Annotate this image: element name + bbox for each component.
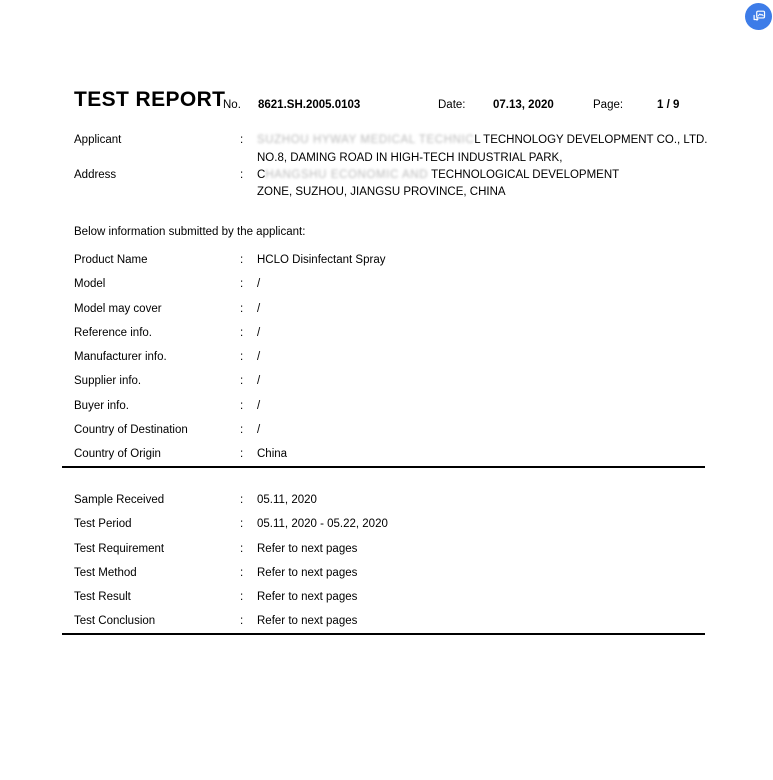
info-row xyxy=(0,254,773,278)
address-row xyxy=(74,169,734,181)
date-label: Date: xyxy=(438,99,466,111)
colon: : xyxy=(240,591,244,603)
info-row-label: Test Period xyxy=(74,518,132,531)
info-row-label: Buyer info. xyxy=(74,399,129,412)
applicant-visible-text: L TECHNOLOGY DEVELOPMENT CO., LTD. xyxy=(474,134,708,146)
info-row xyxy=(0,615,773,639)
info-row-label: Test Result xyxy=(74,591,131,603)
image-search-icon xyxy=(750,8,767,25)
report-date: 07.13, 2020 xyxy=(493,99,554,111)
horizontal-rule xyxy=(62,466,705,468)
colon: : xyxy=(240,351,244,363)
info-row xyxy=(0,424,773,448)
info-row-value: / xyxy=(257,278,261,291)
address-label: Address xyxy=(74,169,117,181)
info-row xyxy=(0,567,773,591)
address-line-1: NO.8, DAMING ROAD IN HIGH-TECH INDUSTRIAL PARK, xyxy=(257,152,563,164)
colon: : xyxy=(240,518,244,531)
info-row-value: Refer to next pages xyxy=(257,542,358,555)
info-row-label: Test Method xyxy=(74,566,137,579)
colon: : xyxy=(240,254,244,266)
info-row xyxy=(0,303,773,327)
colon: : xyxy=(240,448,244,460)
info-row-value: China xyxy=(257,448,288,460)
colon: : xyxy=(240,169,244,181)
info-row-label: Test Conclusion xyxy=(74,615,156,628)
colon: : xyxy=(240,494,244,506)
info-row xyxy=(0,518,773,542)
info-row-label: Reference info. xyxy=(74,326,152,339)
info-row-label: Supplier info. xyxy=(74,375,142,388)
info-row-value: HCLO Disinfectant Spray xyxy=(257,254,386,266)
image-search-button[interactable] xyxy=(745,3,772,30)
address-line-2 xyxy=(257,169,619,181)
applicant-row xyxy=(74,134,734,146)
info-row xyxy=(0,448,773,472)
info-row xyxy=(0,278,773,302)
intro-text: Below information submitted by the applicant: xyxy=(74,226,306,238)
page-label: Page: xyxy=(593,99,624,111)
colon: : xyxy=(240,278,244,291)
colon: : xyxy=(240,542,244,555)
page-number: 1 / 9 xyxy=(657,99,680,111)
info-row xyxy=(0,375,773,399)
info-row xyxy=(0,494,773,518)
info-row-label: Country of Origin xyxy=(74,448,161,460)
colon: : xyxy=(240,134,244,146)
test-info-list xyxy=(0,494,773,640)
address-line-3: ZONE, SUZHOU, JIANGSU PROVINCE, CHINA xyxy=(257,186,506,198)
redacted-text: HANGSHU ECONOMIC AND xyxy=(265,169,429,181)
colon: : xyxy=(240,399,244,412)
colon: : xyxy=(240,375,244,388)
product-info-list xyxy=(0,254,773,472)
applicant-value xyxy=(257,134,707,146)
info-row-label: Country of Destination xyxy=(74,423,188,436)
info-row xyxy=(0,591,773,615)
info-row-value: / xyxy=(257,423,261,436)
info-row-label: Manufacturer info. xyxy=(74,351,167,363)
info-row-value: / xyxy=(257,399,261,412)
report-number: 8621.SH.2005.0103 xyxy=(258,99,361,111)
info-row-value: Refer to next pages xyxy=(257,566,358,579)
info-row-label: Model xyxy=(74,278,106,291)
info-row-label: Test Requirement xyxy=(74,542,165,555)
info-row-value: / xyxy=(257,302,261,315)
colon: : xyxy=(240,326,244,339)
info-row-value: Refer to next pages xyxy=(257,591,358,603)
address-line2-suffix: TECHNOLOGICAL DEVELOPMENT xyxy=(428,169,620,181)
report-title: TEST REPORT xyxy=(74,88,226,111)
info-row-value: / xyxy=(257,326,261,339)
colon: : xyxy=(240,566,244,579)
no-label: No. xyxy=(223,99,241,111)
info-row-label: Model may cover xyxy=(74,302,162,315)
info-row xyxy=(0,351,773,375)
applicant-label: Applicant xyxy=(74,134,122,146)
colon: : xyxy=(240,302,244,315)
address-line2-prefix: C xyxy=(257,169,266,181)
info-row-value: 05.11, 2020 - 05.22, 2020 xyxy=(257,518,388,531)
info-row-value: Refer to next pages xyxy=(257,615,358,628)
info-row-value: 05.11, 2020 xyxy=(257,494,317,506)
redacted-text: SUZHOU HYWAY MEDICAL TECHNIC xyxy=(257,134,475,146)
colon: : xyxy=(240,423,244,436)
horizontal-rule xyxy=(62,633,705,635)
colon: : xyxy=(240,615,244,628)
info-row xyxy=(0,543,773,567)
info-row xyxy=(0,400,773,424)
info-row-value: / xyxy=(257,375,261,388)
info-row xyxy=(0,327,773,351)
info-row-label: Product Name xyxy=(74,254,148,266)
info-row-label: Sample Received xyxy=(74,494,165,506)
info-row-value: / xyxy=(257,351,261,363)
